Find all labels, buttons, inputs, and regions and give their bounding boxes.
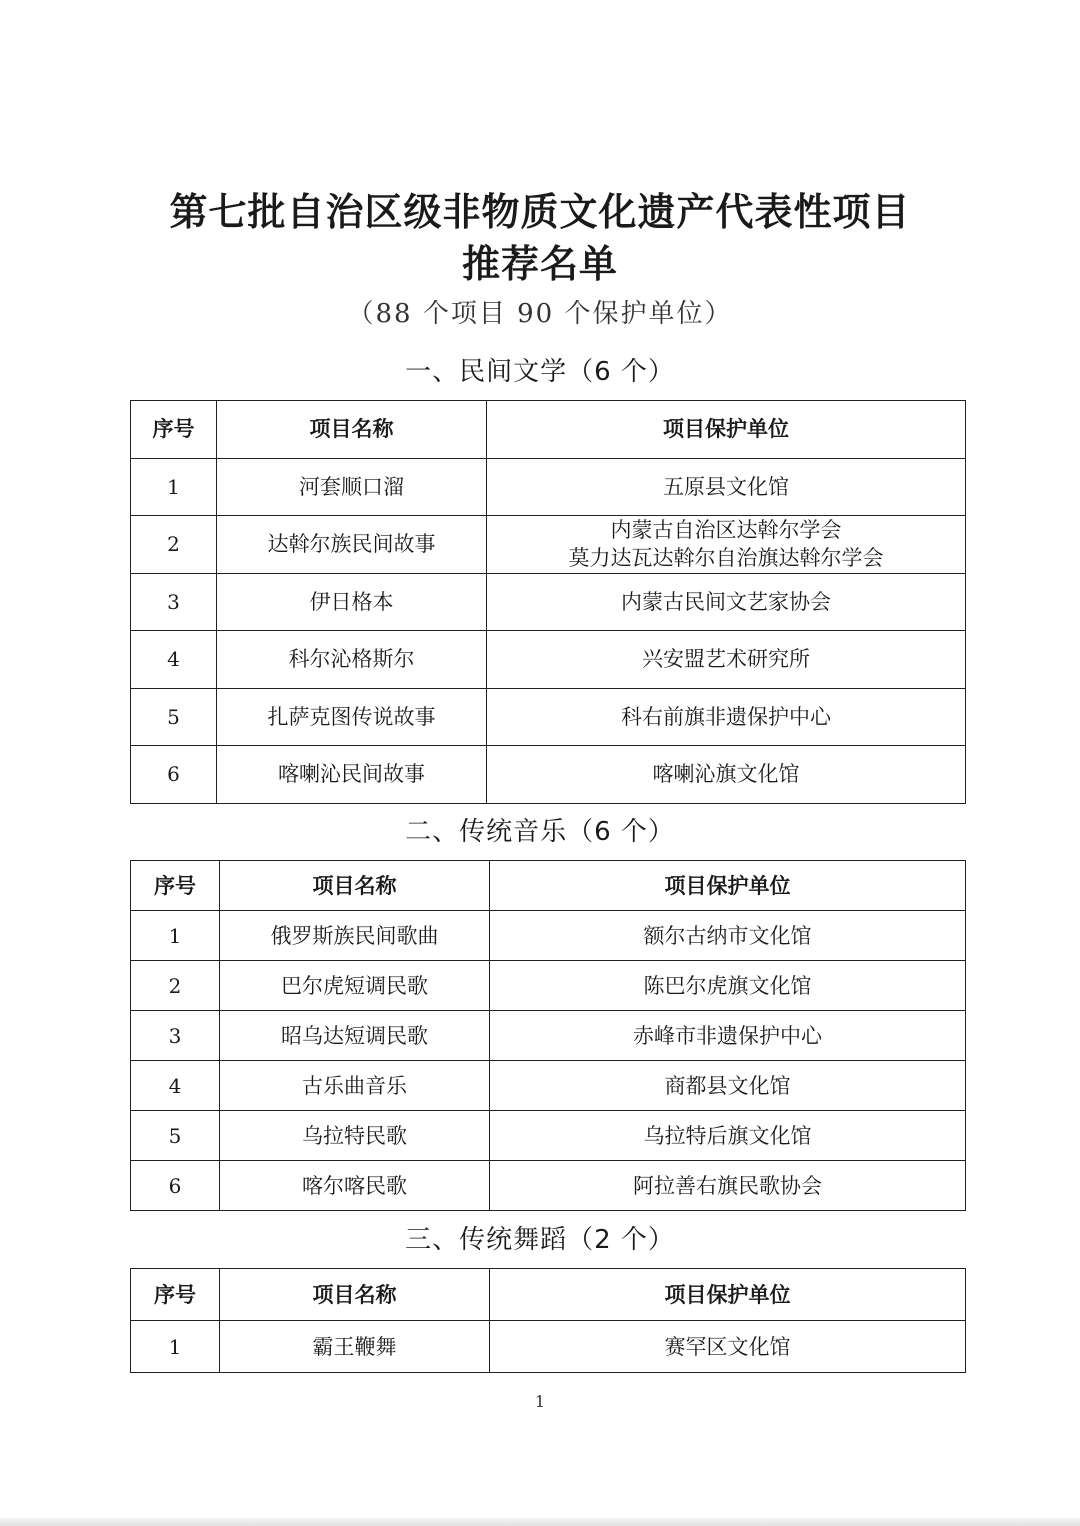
table-row — [131, 516, 966, 574]
row-protection-unit: 阿拉善右旗民歌协会 — [490, 1161, 966, 1211]
row-protection-unit: 科右前旗非遗保护中心 — [487, 688, 966, 746]
row-project-name: 达斡尔族民间故事 — [217, 516, 487, 574]
header-project-name: 项目名称 — [220, 1269, 490, 1321]
header-protection-unit: 项目保护单位 — [490, 1269, 966, 1321]
table-row — [131, 1321, 966, 1373]
row-project-name: 昭乌达短调民歌 — [220, 1011, 490, 1061]
row-index: 4 — [131, 1061, 220, 1111]
row-index: 2 — [131, 961, 220, 1011]
table-traditional-music — [130, 860, 966, 1211]
protection-unit-line: 内蒙古自治区达斡尔学会 — [610, 518, 842, 543]
row-project-name: 河套顺口溜 — [217, 458, 487, 516]
row-project-name: 古乐曲音乐 — [220, 1061, 490, 1111]
protection-unit-line: 莫力达瓦达斡尔自治旗达斡尔学会 — [568, 546, 884, 571]
row-index: 4 — [131, 631, 217, 689]
row-index: 1 — [131, 911, 220, 961]
header-index: 序号 — [131, 1269, 220, 1321]
row-index: 5 — [131, 688, 217, 746]
table-row — [131, 631, 966, 689]
table-row — [131, 688, 966, 746]
document-subtitle: （88 个项目 90 个保护单位） — [347, 299, 733, 329]
table-row — [131, 458, 966, 516]
table-folk-literature — [130, 400, 966, 804]
document-title-line2: 推荐名单 — [461, 242, 618, 286]
table-traditional-dance — [130, 1268, 966, 1373]
row-index: 5 — [131, 1111, 220, 1161]
header-protection-unit: 项目保护单位 — [487, 401, 966, 459]
row-protection-unit: 五原县文化馆 — [487, 458, 966, 516]
header-index: 序号 — [131, 401, 217, 459]
page-bottom-edge — [0, 1518, 1080, 1526]
section-heading-traditional-dance: 三、传统舞蹈（2 个） — [405, 1225, 675, 1255]
table-row — [131, 1111, 966, 1161]
table-row — [131, 746, 966, 804]
row-project-name: 巴尔虎短调民歌 — [220, 961, 490, 1011]
row-project-name: 霸王鞭舞 — [220, 1321, 490, 1373]
table-row — [131, 1011, 966, 1061]
row-project-name: 伊日格本 — [217, 573, 487, 631]
row-index: 1 — [131, 458, 217, 516]
header-index: 序号 — [131, 861, 220, 911]
table-row — [131, 1061, 966, 1111]
row-protection-unit: 赛罕区文化馆 — [490, 1321, 966, 1373]
row-protection-unit: 内蒙古民间文艺家协会 — [487, 573, 966, 631]
row-protection-unit: 陈巴尔虎旗文化馆 — [490, 961, 966, 1011]
page-number: 1 — [534, 1392, 546, 1411]
row-project-name: 喀喇沁民间故事 — [217, 746, 487, 804]
row-project-name: 乌拉特民歌 — [220, 1111, 490, 1161]
row-protection-unit: 商都县文化馆 — [490, 1061, 966, 1111]
table-header-row — [131, 1269, 966, 1321]
row-project-name: 俄罗斯族民间歌曲 — [220, 911, 490, 961]
row-index: 6 — [131, 746, 217, 804]
table-row — [131, 961, 966, 1011]
row-protection-unit: 额尔古纳市文化馆 — [490, 911, 966, 961]
table-header-row — [131, 861, 966, 911]
row-index: 3 — [131, 1011, 220, 1061]
row-project-name: 扎萨克图传说故事 — [217, 688, 487, 746]
table-row — [131, 911, 966, 961]
row-index: 3 — [131, 573, 217, 631]
row-index: 6 — [131, 1161, 220, 1211]
row-protection-unit: 赤峰市非遗保护中心 — [490, 1011, 966, 1061]
section-heading-folk-literature: 一、民间文学（6 个） — [405, 357, 675, 387]
row-index: 1 — [131, 1321, 220, 1373]
table-header-row — [131, 401, 966, 459]
table-row — [131, 1161, 966, 1211]
row-protection-unit: 乌拉特后旗文化馆 — [490, 1111, 966, 1161]
table-row — [131, 573, 966, 631]
header-project-name: 项目名称 — [220, 861, 490, 911]
section-heading-traditional-music: 二、传统音乐（6 个） — [405, 817, 675, 847]
row-project-name: 喀尔喀民歌 — [220, 1161, 490, 1211]
row-protection-unit: 兴安盟艺术研究所 — [487, 631, 966, 689]
row-index: 2 — [131, 516, 217, 574]
row-protection-unit — [487, 516, 966, 574]
header-project-name: 项目名称 — [217, 401, 487, 459]
document-title-line1: 第七批自治区级非物质文化遗产代表性项目 — [169, 190, 911, 234]
header-protection-unit: 项目保护单位 — [490, 861, 966, 911]
row-protection-unit: 喀喇沁旗文化馆 — [487, 746, 966, 804]
row-project-name: 科尔沁格斯尔 — [217, 631, 487, 689]
